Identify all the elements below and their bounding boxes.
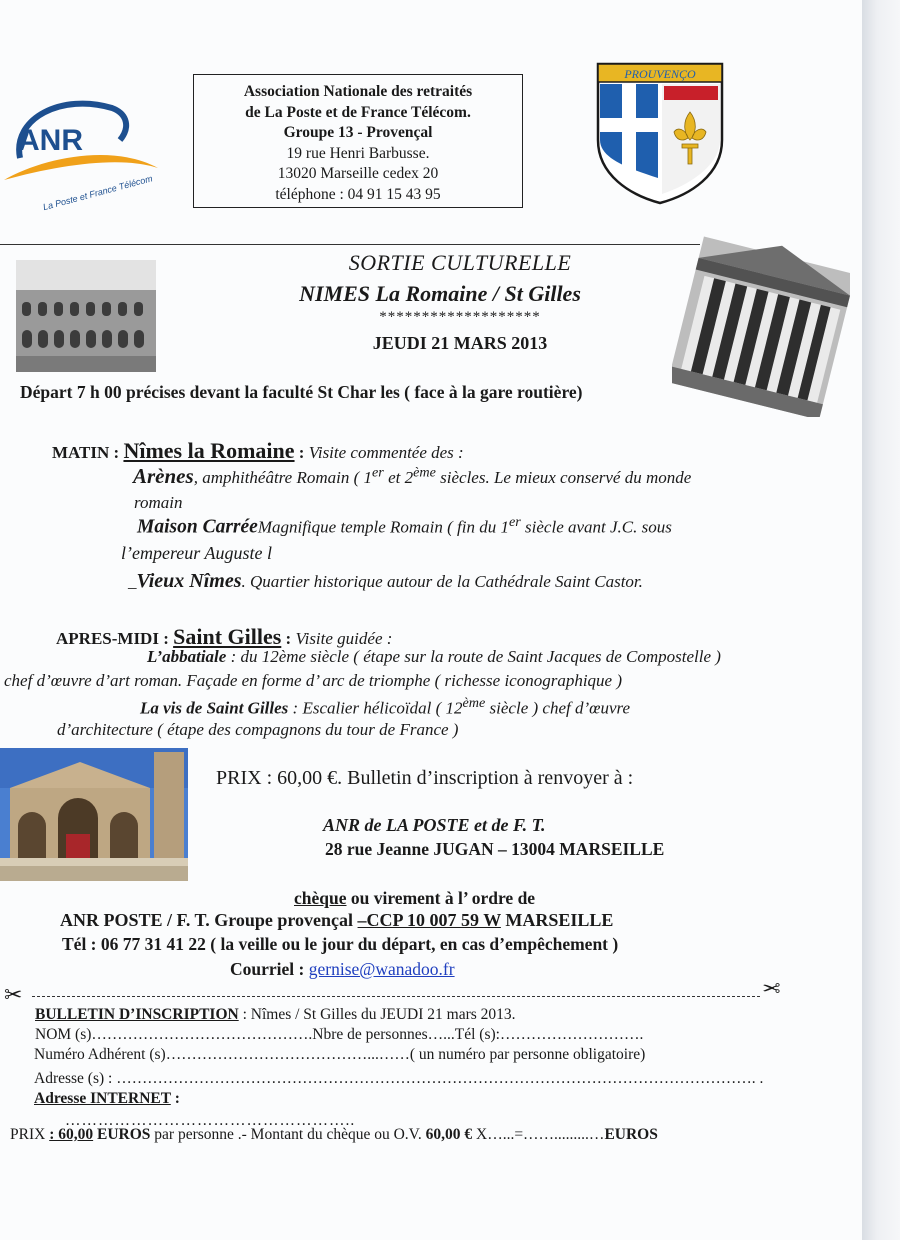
maison-line — [137, 514, 672, 539]
bulletin-heading — [35, 1006, 516, 1024]
vieux-text: . Quartier historique autour de la Cathédrale Saint Castor. — [241, 572, 643, 591]
abbatiale-line — [147, 647, 721, 667]
morning-intro: Visite commentée des : — [304, 443, 464, 462]
abbatiale-text: : du 12ème siècle ( étape sur la route de Saint Jacques de Compostelle ) — [226, 647, 721, 666]
bulletin-title-tail: : Nîmes / St Gilles du JEUDI 21 mars 2013. — [238, 1006, 516, 1023]
price-calc[interactable]: X…...=…….........… — [476, 1126, 605, 1143]
afternoon-label: APRES-MIDI : — [56, 629, 169, 648]
price-label: PRIX — [10, 1126, 50, 1143]
addr-line-5: 13020 Marseille cedex 20 — [277, 165, 439, 182]
internet-field[interactable]: …………………………………………….. — [65, 1112, 356, 1129]
price-amount: 60,00 € — [425, 1126, 476, 1143]
crest-label: PROUVENÇO — [624, 67, 696, 81]
nom-field[interactable]: NOM (s)…………………………………….Nbre de personnes…...Tél (s):………………………. — [35, 1026, 644, 1043]
cheque-word: chèque — [294, 888, 347, 908]
abbatiale-photo — [0, 748, 188, 881]
vis-name: La vis de Saint Gilles — [140, 698, 289, 718]
arenes-name: Arènes — [133, 464, 194, 488]
afternoon-intro: Visite guidée : — [291, 629, 393, 648]
maison-line-2: l’empereur Auguste l — [121, 543, 272, 563]
arenes-line-2: romain — [134, 493, 183, 512]
account-ccp: –CCP 10 007 59 W — [357, 910, 501, 930]
event-title-line-2: NIMES La Romaine / St Gilles — [299, 281, 581, 306]
stars-separator: ******************* — [379, 309, 541, 325]
vieux-prefix: _ — [128, 572, 137, 591]
bulletin-title: BULLETIN D’INSCRIPTION — [35, 1006, 239, 1023]
arenes-text: , amphithéâtre Romain ( 1 — [193, 468, 373, 487]
morning-label: MATIN : — [52, 443, 120, 462]
event-date: JEUDI 21 MARS 2013 — [372, 333, 548, 353]
recipient-line-1: ANR de LA POSTE et de F. T. — [323, 815, 546, 835]
cheque-line — [294, 888, 535, 909]
maison-text: Magnifique temple Romain ( fin du 1 — [257, 517, 509, 537]
morning-colon: : — [294, 443, 305, 462]
cheque-tail: ou virement à l’ ordre de — [346, 888, 536, 908]
adresse-field[interactable]: Adresse (s) : ……………………………………………………………………………………………………………. . — [34, 1070, 764, 1087]
bulletin-price-line — [10, 1126, 658, 1144]
price-units: EUROS — [93, 1126, 151, 1143]
vieux-name: Vieux Nîmes — [136, 570, 242, 592]
vieux-nimes-line — [128, 570, 643, 593]
addr-line-6: téléphone : 04 91 15 43 95 — [275, 185, 441, 203]
address-box — [193, 74, 523, 208]
email-line — [230, 959, 455, 980]
arenes-photo — [16, 260, 156, 372]
arenes-sup-1: er — [372, 464, 384, 481]
account-a: ANR POSTE / F. T. Groupe provençal — [60, 910, 358, 930]
vis-tail: siècle ) chef d’œuvre — [485, 698, 631, 718]
internet-colon: : — [170, 1090, 180, 1107]
internet-label — [34, 1090, 180, 1108]
morning-place: Nîmes la Romaine — [123, 438, 295, 463]
provence-crest — [594, 60, 726, 205]
account-b: MARSEILLE — [500, 910, 614, 930]
vis-line — [140, 695, 630, 719]
arenes-mid: et 2 — [383, 468, 414, 487]
price-end: EUROS — [604, 1126, 658, 1143]
scissors-right-icon: ✂ — [762, 976, 781, 1001]
vis-line-2: d’architecture ( étape des compagnons du tour de France ) — [57, 720, 459, 739]
email-label: Courriel : — [230, 959, 309, 979]
cut-dashed-line — [32, 996, 760, 997]
addr-line-4: 19 rue Henri Barbusse. — [286, 144, 430, 162]
account-line — [60, 910, 613, 931]
abbatiale-line-2: chef d’œuvre d’art roman. Façade en forme d’ arc de triomphe ( richesse iconographique ) — [4, 671, 623, 690]
header-divider — [0, 244, 700, 245]
addr-line-3: Groupe 13 - Provençal — [283, 124, 433, 141]
maison-name: Maison Carrée — [137, 516, 258, 538]
phone-line: Tél : 06 77 31 41 22 ( la veille ou le jour du départ, en cas d’empêchement ) — [62, 934, 619, 954]
maison-sup: er — [509, 514, 521, 530]
scissors-left-icon: ✂ — [4, 982, 23, 1007]
event-title-line-1: SORTIE CULTURELLE — [348, 250, 572, 275]
arenes-tail: siècles. Le mieux conservé du monde — [435, 468, 692, 487]
price-line: PRIX : 60,00 €. Bulletin d’inscription à renvoyer à : — [216, 767, 634, 789]
anr-logo — [2, 88, 162, 218]
adherent-field[interactable]: Numéro Adhérent (s)…………………………………...……( un numéro par personne obligatoire) — [34, 1046, 646, 1063]
abbatiale-name: L’abbatiale — [147, 647, 227, 666]
vis-sup: ème — [462, 695, 486, 711]
logo-text: ANR — [18, 124, 83, 157]
afternoon-colon: : — [281, 629, 292, 648]
departure-info: Départ 7 h 00 précises devant la faculté St Char les ( face à la gare routière) — [20, 382, 583, 402]
internet-label-text: Adresse INTERNET — [34, 1090, 171, 1107]
vis-text: : Escalier hélicoïdal ( 12 — [288, 698, 463, 718]
price-mid: par personne .- Montant du chèque ou O.V. — [150, 1126, 426, 1143]
morning-heading — [52, 438, 464, 464]
maison-carree-photo — [672, 235, 850, 417]
afternoon-place: Saint Gilles — [173, 624, 282, 649]
recipient-line-2: 28 rue Jeanne JUGAN – 13004 MARSEILLE — [325, 839, 665, 859]
paper-edge-shadow — [862, 0, 900, 1240]
logo-tagline: La Poste et France Télécom — [41, 173, 154, 213]
email-link[interactable]: gernise@wanadoo.fr — [308, 959, 455, 979]
maison-tail: siècle avant J.C. sous — [520, 517, 672, 537]
arenes-line — [133, 464, 691, 489]
addr-line-2: de La Poste et de France Télécom. — [245, 103, 471, 121]
addr-line-1: Association Nationale des retraités — [243, 83, 473, 100]
arenes-sup-2: ème — [413, 464, 436, 481]
price-value: : 60,00 — [49, 1126, 94, 1143]
